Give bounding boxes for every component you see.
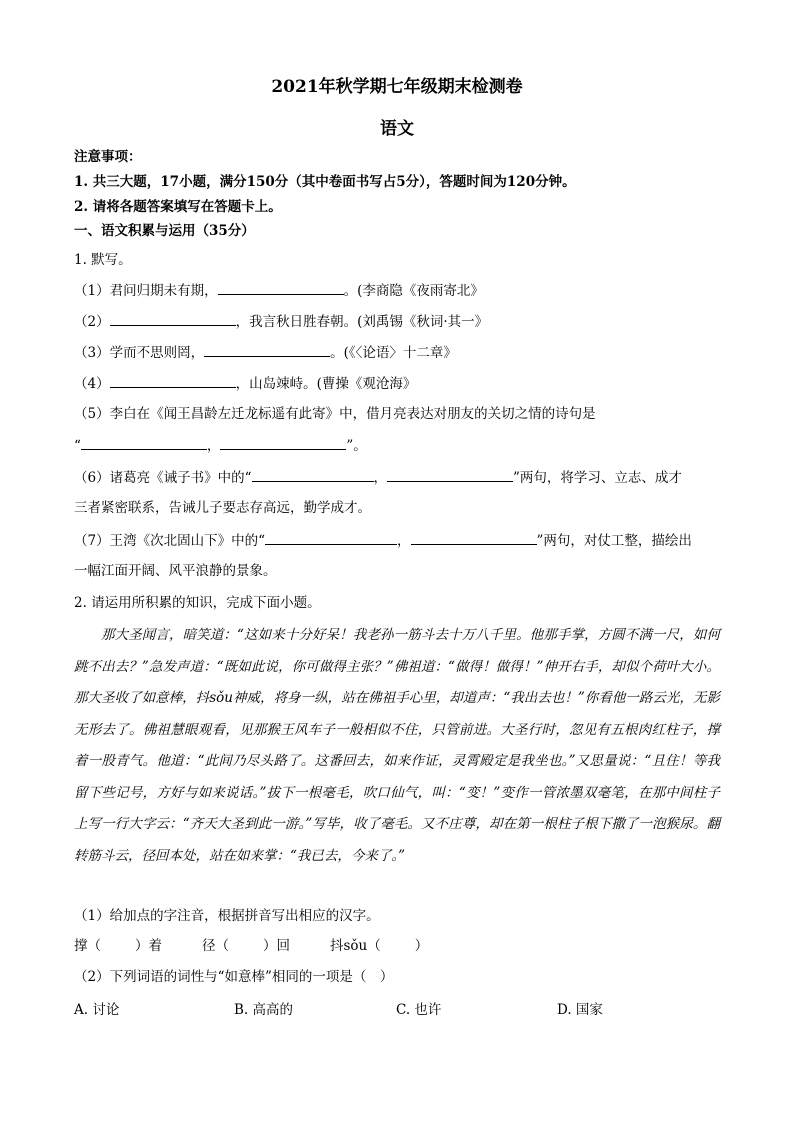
option-d[interactable]: D. 国家 (557, 1002, 603, 1018)
q1-2-prefix: （2） (74, 314, 110, 330)
answer-blank[interactable] (220, 435, 346, 450)
section1-heading: 一、语文积累与运用（35分） (74, 223, 255, 239)
pinyin-item-2-open: 径（ (202, 938, 229, 954)
option-a[interactable]: A. 讨论 (74, 1002, 120, 1018)
answer-blank[interactable] (218, 280, 344, 295)
answer-blank[interactable] (81, 435, 207, 450)
q1-line-6a (74, 467, 682, 488)
q2-sub2: （2）下列词语的词性与“如意棒”相同的一项是（ ） (74, 969, 394, 985)
pinyin-item-3-open: 抖sǒu（ (330, 938, 381, 954)
pinyin-row (74, 936, 428, 956)
q2-sub1: （1）给加点的字注音，根据拼音写出相应的汉字。 (74, 908, 380, 924)
pinyin-item-3-close: ） (414, 938, 429, 954)
pinyin-item-1-open: 撑（ (74, 938, 101, 954)
q1-1-suffix: 。(李商隐《夜雨寄北》 (343, 283, 484, 299)
q1-line-5a: （5）李白在《闻王昌龄左迁龙标遥有此寄》中，借月亮表达对朋友的关切之情的诗句是 (74, 406, 596, 422)
answer-blank[interactable] (411, 530, 537, 545)
notes-heading: 注意事项： (74, 149, 142, 165)
q1-line-2 (74, 311, 488, 332)
option-b[interactable]: B. 高高的 (234, 1002, 294, 1018)
answer-blank[interactable] (110, 373, 236, 388)
option-c[interactable]: C. 也许 (396, 1002, 442, 1018)
comma: ， (397, 533, 411, 549)
q1-line-3 (74, 342, 457, 363)
q1-3-suffix: 。(《〈论语〉十二章》 (330, 345, 457, 361)
notes-item-2: 2. 请将各题答案填写在答题卡上。 (74, 199, 282, 215)
q1-7-suffix: ”两句，对仗工整，描绘出 (536, 533, 692, 549)
q1-4-suffix: ，山岛竦峙。(曹操《观沧海》 (235, 376, 417, 392)
pinyin-item-2-close: ）回 (263, 938, 290, 954)
q2-stem: 2. 请运用所积累的知识，完成下面小题。 (74, 595, 321, 611)
passage-text: 那大圣闻言，暗笑道：“这如来十分好呆！我老孙一筋斗去十万八千里。他那手掌，方圆不满一尺，如何跳不出去？”急发声道：“既如此说，你可做得主张？”佛祖道：“做得！做得！”伸开右手，却似个荷叶大小。那大圣收了如意棒，抖sǒu神威，将身一纵，站在佛祖手心里，却道声：“我出去也！”你看他一路云光，无影无形去了。佛祖慧眼观看，见那猴王风车子一般相似不住，只管前进。大圣行时，忽见有五根肉红柱子，撑着一股青气。他道：“此间乃尽头路了。这番回去，如来作证，灵霄殿定是我坐也。”又思量说：“且住！等我留下些记号，方好与如来说话。”拔下一根毫毛，吹口仙气，叫：“变！”变作一管浓墨双毫笔，在那中间柱子上写一行大字云：“齐天大圣到此一游。”写毕，收了毫毛。又不庄尊，却在第一根柱子根下撒了一泡猴尿。翻转筋斗云，径回本处，站在如来掌：“我已去，今来了。” (74, 627, 720, 864)
q1-2-suffix: ，我言秋日胜春朝。(刘禹锡《秋词·其一》 (235, 314, 489, 330)
q1-3-prefix: （3）学而不思则罔， (74, 345, 205, 361)
q1-7-prefix: （7）王湾《次北固山下》中的“ (74, 533, 265, 549)
q1-6-suffix: ”两句，将学习、立志、成才 (513, 470, 682, 486)
q1-line-4 (74, 373, 416, 394)
answer-blank[interactable] (252, 467, 374, 482)
q1-line-6b: 三者紧密联系，告诫儿子要志存高远，勤学成才。 (74, 500, 371, 516)
answer-blank[interactable] (110, 311, 236, 326)
answer-blank[interactable] (265, 530, 397, 545)
reading-passage (74, 620, 720, 872)
exam-title: 2021年秋学期七年级期末检测卷 (271, 77, 523, 97)
notes-item-1: 1. 共三大题，17小题，满分150分（其中卷面书写占5分），答题时间为120分钟。 (74, 174, 576, 190)
q1-4-prefix: （4） (74, 376, 110, 392)
q1-6-prefix: （6）诸葛亮《诫子书》中的“ (74, 470, 252, 486)
subject-title: 语文 (380, 119, 414, 139)
answer-blank[interactable] (204, 342, 330, 357)
answer-blank[interactable] (387, 467, 513, 482)
q1-line-1 (74, 280, 484, 301)
q1-stem: 1. 默写。 (74, 252, 132, 268)
comma: ， (373, 470, 387, 486)
pinyin-item-1-close: ）着 (135, 938, 162, 954)
q1-line-7b: 一幅江面开阔、风平浪静的景象。 (74, 563, 277, 579)
q1-line-5b (74, 435, 367, 456)
open-quote: “ (74, 438, 81, 454)
q1-1-prefix: （1）君问归期未有期， (74, 283, 218, 299)
comma: ， (206, 438, 221, 454)
q1-line-7a (74, 530, 692, 551)
close-quote: ”。 (346, 438, 367, 454)
